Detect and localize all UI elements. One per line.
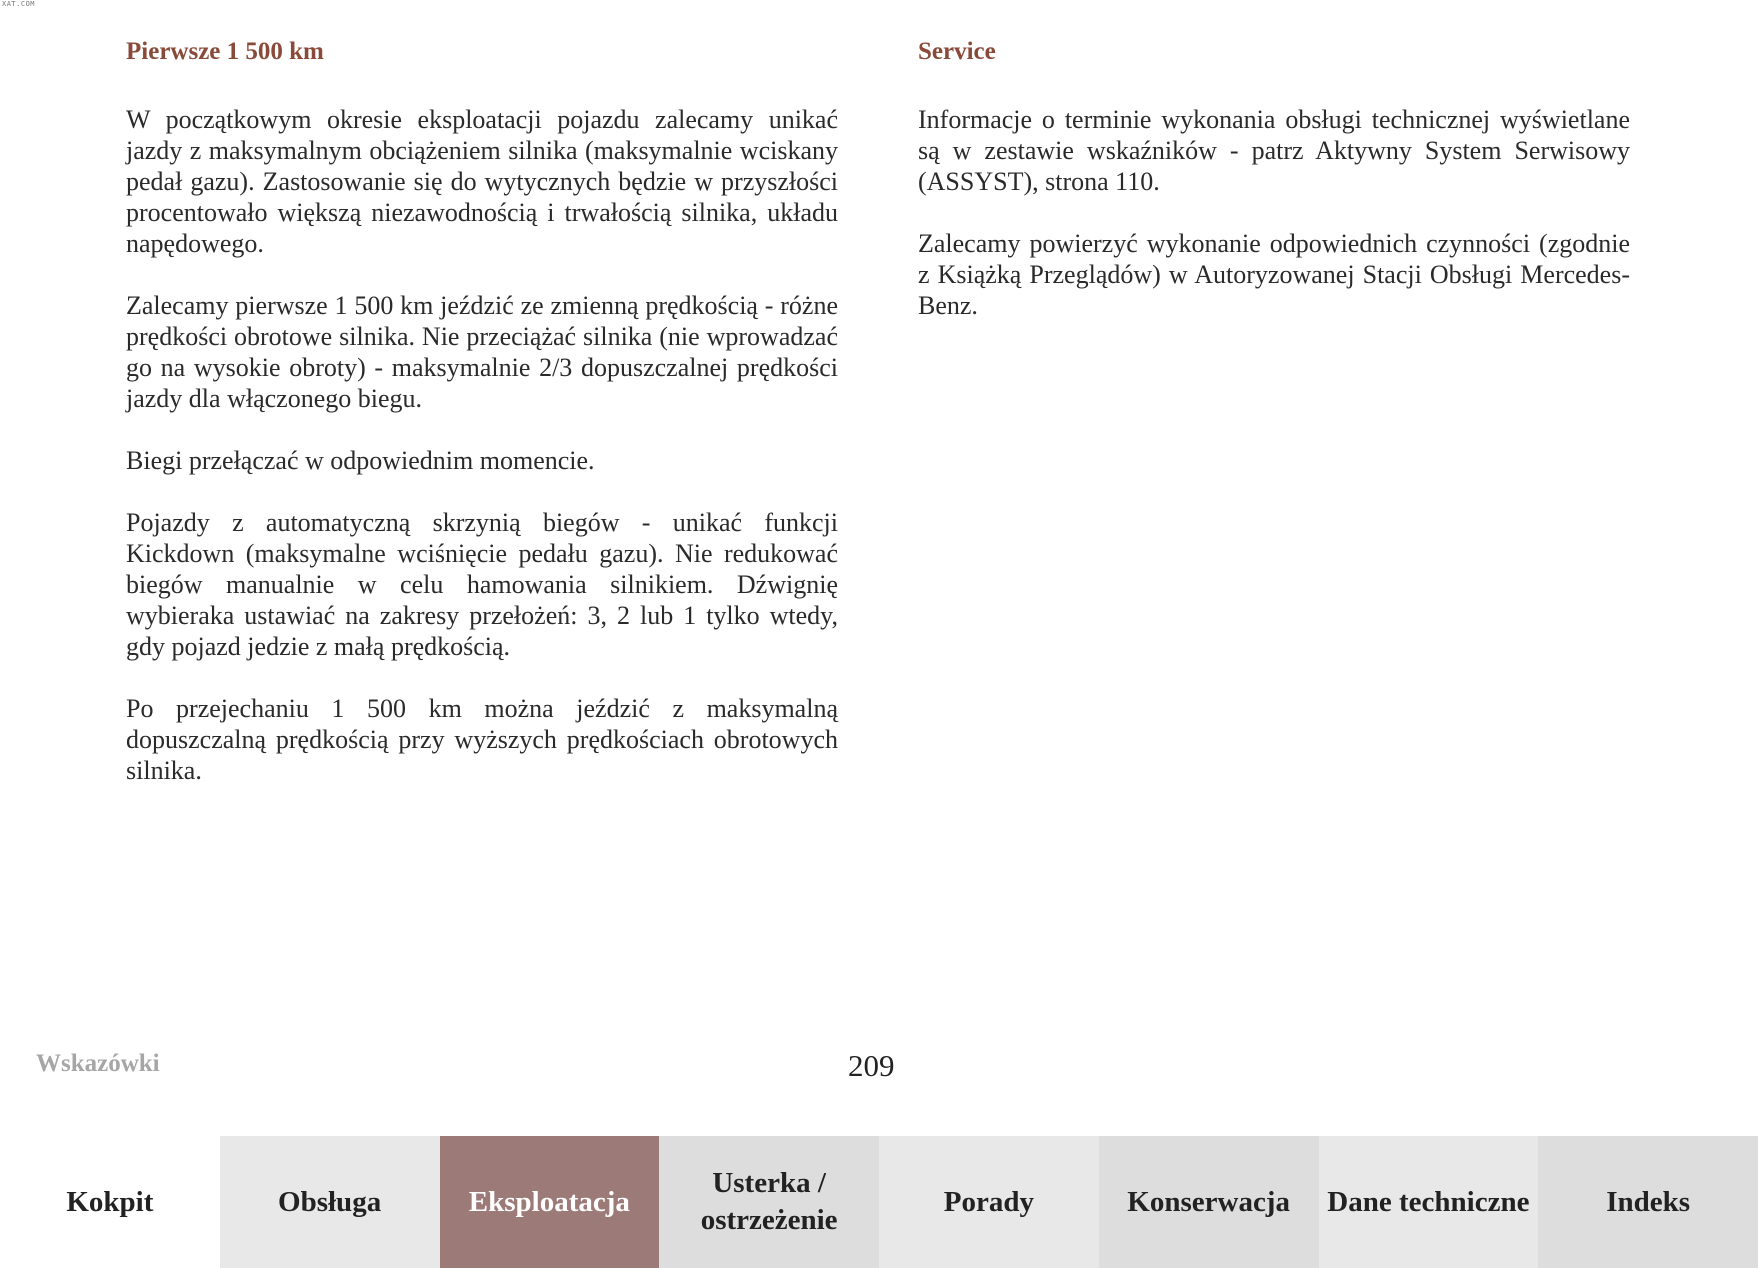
paragraph: Pojazdy z automatyczną skrzynią biegów - unikać funkcji Kickdown (maksymalne wciśnięcie pedału gazu). Nie redukować biegów manualnie w celu hamowania silnikiem. Dźwignię wybieraka ustawiać na zakresy przełożeń: 3, 2 lub 1 tylko wtedy, gdy pojazd jedzie z małą prędkością. bbox=[126, 508, 838, 661]
paragraph: Zalecamy pierwsze 1 500 km jeździć ze zmienną prędkością - różne prędkości obrotowe silnika. Nie przeciążać silnika (nie wprowadzać go na wysokie obroty) - maksymalnie 2/3 dopuszczalnej prędkości jazdy dla włączonego biegu. bbox=[126, 291, 838, 413]
paragraph: W początkowym okresie eksploatacji pojazdu zalecamy unikać jazdy z maksymalnym obciążeniem silnika (maksymalnie wciskany pedał gazu). Zastosowanie się do wytycznych będzie w przyszłości procentowało większą niezawodnością i trwałością silnika, układu napędowego. bbox=[126, 105, 838, 258]
page-number: 209 bbox=[848, 1048, 895, 1083]
chapter-tab-bar bbox=[0, 1136, 1758, 1268]
tab-indeks[interactable]: Indeks bbox=[1538, 1136, 1758, 1268]
footer-section-label: Wskazówki bbox=[36, 1050, 160, 1077]
right-column bbox=[918, 38, 1630, 352]
paragraph: Po przejechaniu 1 500 km można jeździć z maksymalną dopuszczalną prędkością przy wyższych prędkościach obrotowych silnika. bbox=[126, 694, 838, 785]
tab-kokpit[interactable]: Kokpit bbox=[0, 1136, 220, 1268]
paragraph: Informacje o terminie wykonania obsługi technicznej wyświetlane są w zestawie wskaźników - patrz Aktywny System Serwisowy (ASSYST), strona 110. bbox=[918, 105, 1630, 196]
section-heading-service: Service bbox=[918, 38, 996, 65]
tab-eksploatacja[interactable]: Eksploatacja bbox=[440, 1136, 660, 1268]
watermark-text: XAT.COM bbox=[2, 0, 36, 8]
paragraph: Biegi przełączać w odpowiednim momencie. bbox=[126, 446, 595, 475]
left-column bbox=[126, 38, 838, 817]
tab-usterka-ostrzezenie[interactable]: Usterka / ostrzeżenie bbox=[659, 1136, 879, 1268]
tab-dane-techniczne[interactable]: Dane techniczne bbox=[1319, 1136, 1539, 1268]
tab-porady[interactable]: Porady bbox=[879, 1136, 1099, 1268]
paragraph: Zalecamy powierzyć wykonanie odpowiednich czynności (zgodnie z Książką Przeglądów) w Autoryzowanej Stacji Obsługi Mercedes-Benz. bbox=[918, 229, 1630, 320]
section-heading-first-1500km: Pierwsze 1 500 km bbox=[126, 38, 324, 65]
tab-obsluga[interactable]: Obsługa bbox=[220, 1136, 440, 1268]
tab-konserwacja[interactable]: Konserwacja bbox=[1099, 1136, 1319, 1268]
